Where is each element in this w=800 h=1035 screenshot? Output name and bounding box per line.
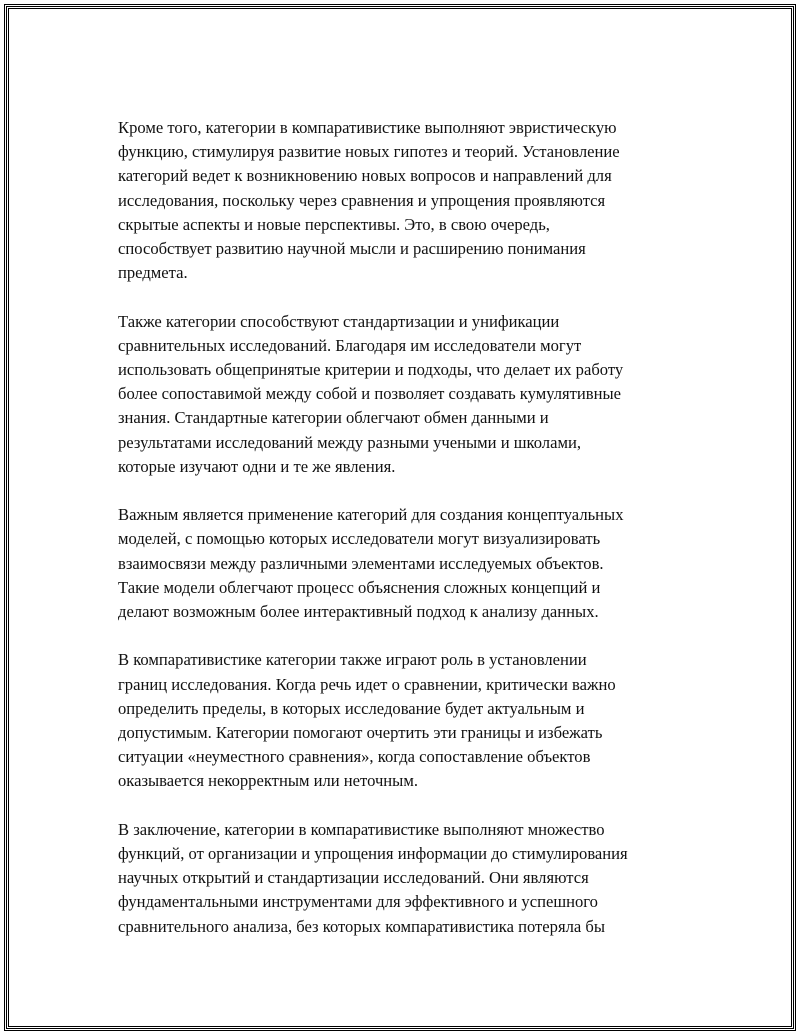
text-line: В компаративистике категории также играют роль в установлении: [118, 650, 587, 670]
text-line: которые изучают одни и те же явления.: [118, 456, 396, 476]
text-line: допустимым. Категории помогают очертить эти границы и избежать: [118, 723, 603, 743]
text-line: оказывается некорректным или неточным.: [118, 771, 418, 791]
paragraph: [118, 503, 698, 624]
text-line: знания. Стандартные категории облегчают обмен данными и: [118, 408, 549, 428]
text-line: В заключение, категории в компаративистике выполняют множество: [118, 819, 605, 839]
text-line: более сопоставимой между собой и позволяет создавать кумулятивные: [118, 384, 622, 404]
text-line: использовать общепринятые критерии и подходы, что делает их работу: [118, 360, 624, 380]
text-line: фундаментальными инструментами для эффективного и успешного: [118, 892, 598, 912]
text-line: результатами исследований между разными учеными и школами,: [118, 432, 581, 452]
text-line: скрытые аспекты и новые перспективы. Это, в свою очередь,: [118, 214, 550, 234]
document-body: [118, 116, 698, 963]
text-line: исследования, поскольку через сравнения и упрощения проявляются: [118, 190, 606, 210]
text-line: функцию, стимулируя развитие новых гипотез и теорий. Установление: [118, 142, 620, 162]
paragraph: [118, 818, 698, 939]
text-line: Также категории способствуют стандартизации и унификации: [118, 311, 560, 331]
text-line: делают возможным более интерактивный подход к анализу данных.: [118, 602, 599, 622]
text-line: Такие модели облегчают процесс объяснения сложных концепций и: [118, 577, 601, 597]
paragraph: [118, 310, 698, 479]
text-line: Важным является применение категорий для создания концептуальных: [118, 505, 624, 525]
text-line: моделей, с помощью которых исследователи могут визуализировать: [118, 529, 601, 549]
text-line: предмета.: [118, 263, 188, 283]
text-line: категорий ведет к возникновению новых вопросов и направлений для: [118, 166, 612, 186]
text-line: способствует развитию научной мысли и расширению понимания: [118, 239, 586, 259]
text-line: взаимосвязи между различными элементами исследуемых объектов.: [118, 553, 604, 573]
text-line: сравнительного анализа, без которых компаративистика потеряла бы: [118, 916, 605, 936]
paragraph: [118, 116, 698, 285]
text-line: границ исследования. Когда речь идет о сравнении, критически важно: [118, 674, 616, 694]
text-line: сравнительных исследований. Благодаря им исследователи могут: [118, 335, 582, 355]
text-line: функций, от организации и упрощения информации до стимулирования: [118, 844, 628, 864]
text-line: ситуации «неуместного сравнения», когда сопоставление объектов: [118, 747, 591, 767]
text-line: Кроме того, категории в компаративистике выполняют эвристическую: [118, 118, 617, 137]
text-line: научных открытий и стандартизации исследований. Они являются: [118, 868, 589, 888]
text-line: определить пределы, в которых исследование будет актуальным и: [118, 698, 585, 718]
paragraph: [118, 648, 698, 793]
